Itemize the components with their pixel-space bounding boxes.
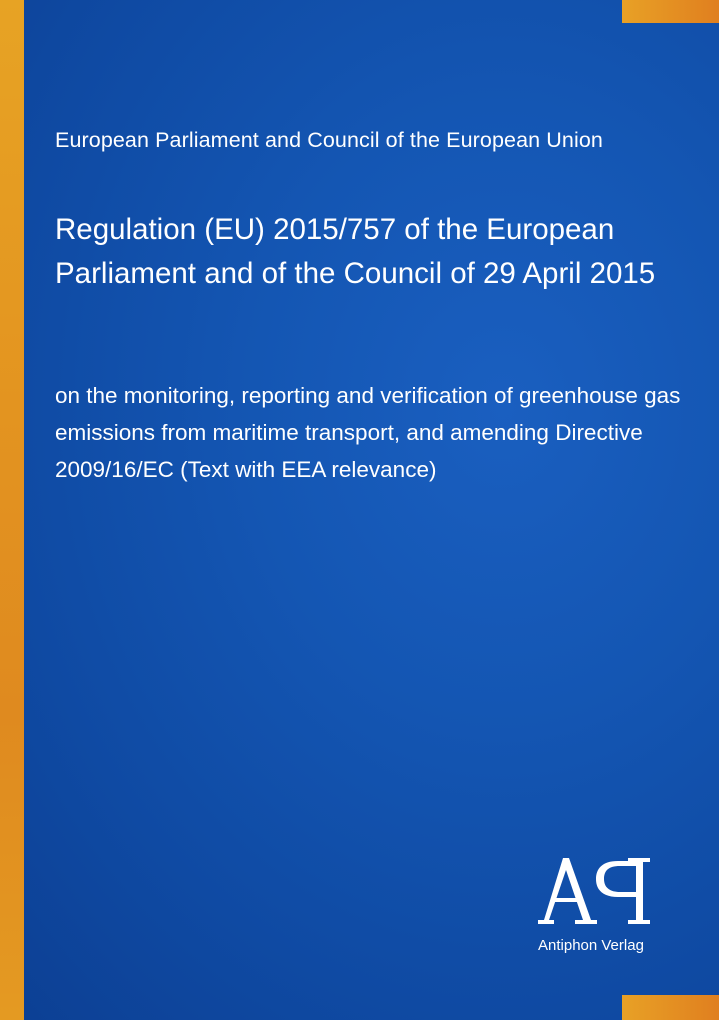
logo-letter-reversed-p bbox=[596, 858, 650, 924]
left-accent-stripe bbox=[0, 0, 24, 1020]
publisher-logo bbox=[536, 852, 661, 932]
author: European Parliament and Council of the European Union bbox=[55, 128, 603, 152]
book-subtitle: on the monitoring, reporting and verification of greenhouse gas emissions from maritime transport, and amending Directive 2009/16/EC (Text with EEA relevance) bbox=[55, 383, 681, 482]
book-title: Regulation (EU) 2015/757 of the European Parliament and of the Council of 29 April 2015 bbox=[55, 213, 656, 290]
logo-letter-a bbox=[538, 858, 597, 924]
bottom-right-accent-bar bbox=[622, 995, 719, 1020]
publisher-name: Antiphon Verlag bbox=[538, 937, 644, 954]
top-right-accent-bar bbox=[622, 0, 719, 23]
